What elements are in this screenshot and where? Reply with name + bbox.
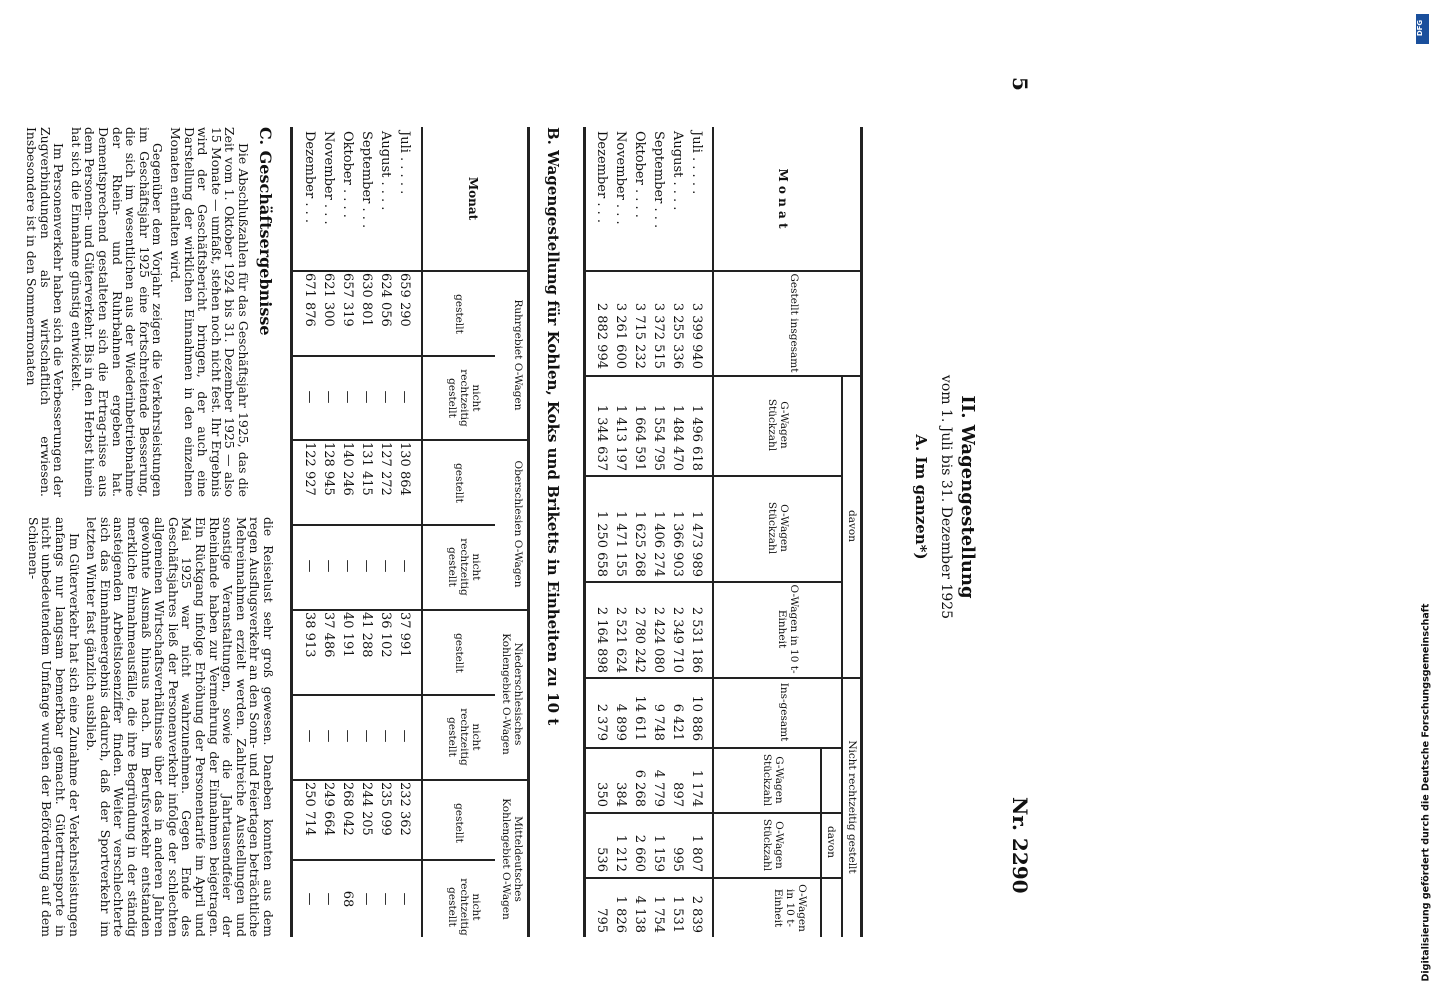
table-cell: — xyxy=(397,390,412,404)
month-label: September . . . xyxy=(651,131,666,229)
table-cell: — xyxy=(321,559,336,573)
table-cell: 249 664 xyxy=(321,782,336,836)
table-cell: 41 288 xyxy=(359,612,374,658)
b-subheader-gestellt: gestellt xyxy=(453,463,465,503)
table-cell: 1 496 618 xyxy=(689,404,704,471)
header-o-einheit: O-Wagen in 10 t-Einheit xyxy=(776,584,800,674)
table-cell: 1 807 xyxy=(689,834,704,872)
table-cell: 995 xyxy=(670,847,685,872)
table-cell: 795 xyxy=(594,908,609,933)
table-cell: 250 714 xyxy=(302,782,317,836)
table-cell: 2 424 080 xyxy=(651,606,666,673)
table-cell: 2 660 xyxy=(632,834,647,872)
table-cell: 671 876 xyxy=(302,273,317,327)
table-cell: 122 927 xyxy=(302,442,317,496)
paragraph: Im Personenverkehr haben sich die Verbesserungen der Zugverbindungen als wirtschaftlich erwiesen. Insbesondere ist in den Sommermonaten xyxy=(24,127,67,497)
table-cell: — xyxy=(359,892,374,906)
part-b-title: B. Wagengestellung für Kohlen, Koks und Briketts in Einheiten zu 10 t xyxy=(544,127,562,726)
table-cell: 2 349 710 xyxy=(670,606,685,673)
table-cell: — xyxy=(340,729,355,743)
text-column-right xyxy=(22,517,275,937)
month-label: Juli . . . . . xyxy=(689,131,704,195)
table-cell: — xyxy=(321,729,336,743)
table-cell: 235 099 xyxy=(378,782,393,836)
table-cell: 3 261 600 xyxy=(613,302,628,369)
table-cell: 37 486 xyxy=(321,612,336,658)
table-cell: 2 882 994 xyxy=(594,302,609,369)
section-subtitle: vom 1. Juli bis 31. Dezember 1925 xyxy=(938,374,954,620)
table-cell: 1 484 470 xyxy=(670,404,685,471)
table-cell: 2 164 898 xyxy=(594,606,609,673)
header-late-o: O-Wagen Stückzahl xyxy=(761,818,785,872)
text-column-left xyxy=(21,127,251,497)
table-cell: 2 839 xyxy=(689,895,704,933)
b-header-oberschlesien: Oberschlesien O-Wagen xyxy=(512,460,524,588)
header-late-total: Ins-gesamt xyxy=(778,682,790,742)
table-cell: 127 272 xyxy=(378,442,393,496)
table-cell: 4 899 xyxy=(613,703,628,741)
header-g-stueck: G-Wagen Stückzahl xyxy=(766,398,790,452)
table-cell: 128 945 xyxy=(321,442,336,496)
table-cell: 1 554 795 xyxy=(651,404,666,471)
table-cell: 1 754 xyxy=(651,895,666,933)
header-total: Gestellt insgesamt xyxy=(788,273,800,373)
month-label: September . . . xyxy=(359,131,374,229)
table-cell: 1 366 903 xyxy=(670,510,685,577)
rotated-sheet xyxy=(0,37,1070,957)
table-cell: 1 250 658 xyxy=(594,510,609,577)
dfg-sidebar xyxy=(1416,6,1430,996)
table-cell: 244 205 xyxy=(359,782,374,836)
header-month: M o n a t xyxy=(776,168,790,229)
month-label: Juli . . . . . xyxy=(397,131,412,195)
b-subheader-nicht: nicht rechtzeitig gestellt xyxy=(446,538,482,596)
table-cell: 1 212 xyxy=(613,834,628,872)
table-cell: 3 255 336 xyxy=(670,302,685,369)
table-cell: — xyxy=(359,729,374,743)
table-cell: — xyxy=(321,892,336,906)
table-cell: 1 625 268 xyxy=(632,510,647,577)
b-subheader-gestellt: gestellt xyxy=(453,294,465,334)
header-late-g: G-Wagen Stückzahl xyxy=(761,753,785,807)
table-cell: 68 xyxy=(340,890,355,908)
table-cell: 40 191 xyxy=(340,612,355,658)
table-cell: 897 xyxy=(670,782,685,807)
page-number-left: 5 xyxy=(1008,77,1032,91)
b-subheader-nicht: nicht rechtzeitig gestellt xyxy=(446,708,482,766)
b-subheader-gestellt: gestellt xyxy=(453,803,465,843)
table-cell: — xyxy=(302,390,317,404)
table-cell: 1 826 xyxy=(613,895,628,933)
table-cell: — xyxy=(340,390,355,404)
table-cell: 350 xyxy=(594,782,609,807)
table-cell: — xyxy=(340,559,355,573)
table-cell: 1 531 xyxy=(670,895,685,933)
month-label: Dezember . . . xyxy=(302,131,317,224)
month-label: August . . . . xyxy=(378,131,393,211)
paragraph: Die Abschlußzahlen für das Geschäftsjahr 1925, das die Zeit vom 1. Oktober 1924 bis 31. Dezember 1925 — also 15 Monate — umfaßt, stehen noch nicht fest. Ihr Ergebnis wird der Geschäftsbericht bringen, der auch eine Darstellung der wirklichen Einnahmen in den einzelnen Monaten enthalten wird. xyxy=(168,127,251,497)
month-label: November . . . xyxy=(613,131,628,225)
table-cell: 1 471 155 xyxy=(613,510,628,577)
month-label: Oktober . . . . xyxy=(632,131,647,218)
header-o-stueck: O-Wagen Stückzahl xyxy=(766,501,790,555)
part-a-title: A. Im ganzen*) xyxy=(912,434,930,560)
table-cell: 4 138 xyxy=(632,895,647,933)
table-cell: 3 715 232 xyxy=(632,302,647,369)
table-cell: 536 xyxy=(594,847,609,872)
table-cell: 14 611 xyxy=(632,695,647,741)
table-cell: 4 779 xyxy=(651,769,666,807)
paragraph: die Reiselust sehr groß gewesen. Daneben konnten aus dem regen Ausflugsverkehr an den Sonn- und Feiertagen beträchtliche Mehreinnahmen erzielt werden. Zahlreiche Ausstellungen und sonstige Veranstaltungen, sowie die Jahrtausendfeier der Rheinlande haben zur Vermehrung der Einnahmen beigetragen. Ein Rückgang infolge Erhöhung der Personentarife im April und Mai 1925 war nicht wahrzunehmen. Gegen Ende des Geschäftsjahres ließ der Personenverkehr infolge der schlechten allgemeinen Wirtschaftsverhältnisse über das in anderen Jahren gewohnte Ausmaß hinaus nach. Im Berufsverkehr entstanden merkliche Einnahmeausfälle, die ihre Begründung in der ständig ansteigenden Arbeitslosenziffer finden. Weiter verschlechterte sich das Einnahmeergebnis dadurch, daß der Sportverkehr im letzten Winter fast gänzlich ausblieb. xyxy=(84,517,276,937)
table-cell: 1 159 xyxy=(651,834,666,872)
b-header-month: Monat xyxy=(466,176,480,221)
table-cell: — xyxy=(397,729,412,743)
table-cell: — xyxy=(378,729,393,743)
b-subheader-nicht: nicht rechtzeitig gestellt xyxy=(446,369,482,427)
dfg-logo: DFG xyxy=(1416,14,1429,44)
month-label: November . . . xyxy=(321,131,336,225)
header-davon: davon xyxy=(846,510,858,542)
table-cell: 1 664 591 xyxy=(632,404,647,471)
table-cell: 9 748 xyxy=(651,703,666,741)
table-cell: — xyxy=(321,390,336,404)
b-subheader-nicht: nicht rechtzeitig gestellt xyxy=(446,878,482,936)
table-cell: — xyxy=(397,892,412,906)
table-cell: 6 268 xyxy=(632,769,647,807)
part-c-title: C. Geschäftsergebnisse xyxy=(256,127,275,336)
month-label: August . . . . xyxy=(670,131,685,211)
table-cell: — xyxy=(378,390,393,404)
table-cell: 10 886 xyxy=(689,695,704,741)
table-cell: 630 801 xyxy=(359,273,374,327)
table-cell: 37 991 xyxy=(397,612,412,658)
table-cell: 131 415 xyxy=(359,442,374,496)
b-header-niederschlesien: Niederschlesisches Kohlengebiet O-Wagen xyxy=(500,633,524,755)
table-cell: — xyxy=(378,559,393,573)
paragraph: Im Güterverkehr hat sich eine Zunahme der Verkehrsleistungen anfangs nur langsam bemerkbar gemacht. Gütertransporte in nicht unbedeutendem Umfange wurden der Beförderung auf dem Schienen- xyxy=(25,517,82,937)
page-number-right: Nr. 2290 xyxy=(1008,797,1032,894)
b-header-mitteldeutsch: Mitteldeutsches Kohlengebiet O-Wagen xyxy=(500,798,524,920)
table-cell: 38 913 xyxy=(302,612,317,658)
table-cell: 621 300 xyxy=(321,273,336,327)
table-cell: 2 521 624 xyxy=(613,606,628,673)
table-cell: 36 102 xyxy=(378,612,393,658)
table-cell: 657 319 xyxy=(340,273,355,327)
header-late-oe: O-Wagen in 10 t-Einheit xyxy=(772,884,808,932)
table-cell: 268 042 xyxy=(340,782,355,836)
section-title: II. Wagengestellung xyxy=(957,395,978,599)
table-cell: 3 399 940 xyxy=(689,302,704,369)
b-subheader-gestellt: gestellt xyxy=(453,633,465,673)
table-cell: 624 056 xyxy=(378,273,393,327)
table-cell: 1 174 xyxy=(689,769,704,807)
table-cell: 1 344 637 xyxy=(594,404,609,471)
table-cell: — xyxy=(302,559,317,573)
table-cell: 1 473 989 xyxy=(689,510,704,577)
table-cell: — xyxy=(302,892,317,906)
table-cell: 1 406 274 xyxy=(651,510,666,577)
month-label: Oktober . . . . xyxy=(340,131,355,218)
table-cell: 232 362 xyxy=(397,782,412,836)
b-header-ruhr: Ruhrgebiet O-Wagen xyxy=(512,299,524,411)
dfg-credit: Digitalisierung gefördert durch die Deutsche Forschungsgemeinschaft xyxy=(1420,603,1432,982)
paragraph: Gegenüber dem Vorjahr zeigen die Verkehrsleistungen im Geschäftsjahr 1925 eine fortschreitende Besserung, die sich im wesentlichen aus der Wiederinbetriebnahme der Rhein- und Ruhrbahnen ergeben hat. Dementsprechend gestalteten sich die Ertrag-nisse aus dem Personen- und Güterverkehr. Bis in den Herbst hinein hat sich die Einnahme günstig entwickelt. xyxy=(68,127,166,497)
table-cell: — xyxy=(359,559,374,573)
table-cell: 6 421 xyxy=(670,703,685,741)
table-cell: 384 xyxy=(613,782,628,807)
header-davon2: davon xyxy=(825,826,837,858)
table-cell: 2 531 186 xyxy=(689,606,704,673)
header-late: Nicht rechtzeitig gestellt xyxy=(846,740,858,874)
table-cell: — xyxy=(397,559,412,573)
table-cell: 2 379 xyxy=(594,703,609,741)
table-cell: — xyxy=(378,892,393,906)
table-cell: — xyxy=(359,390,374,404)
table-cell: 659 290 xyxy=(397,273,412,327)
table-cell: — xyxy=(302,729,317,743)
table-cell: 3 372 515 xyxy=(651,302,666,369)
table-cell: 1 413 197 xyxy=(613,404,628,471)
table-cell: 140 246 xyxy=(340,442,355,496)
table-cell: 2 780 242 xyxy=(632,606,647,673)
table-cell: 130 864 xyxy=(397,442,412,496)
month-label: Dezember . . . xyxy=(594,131,609,224)
